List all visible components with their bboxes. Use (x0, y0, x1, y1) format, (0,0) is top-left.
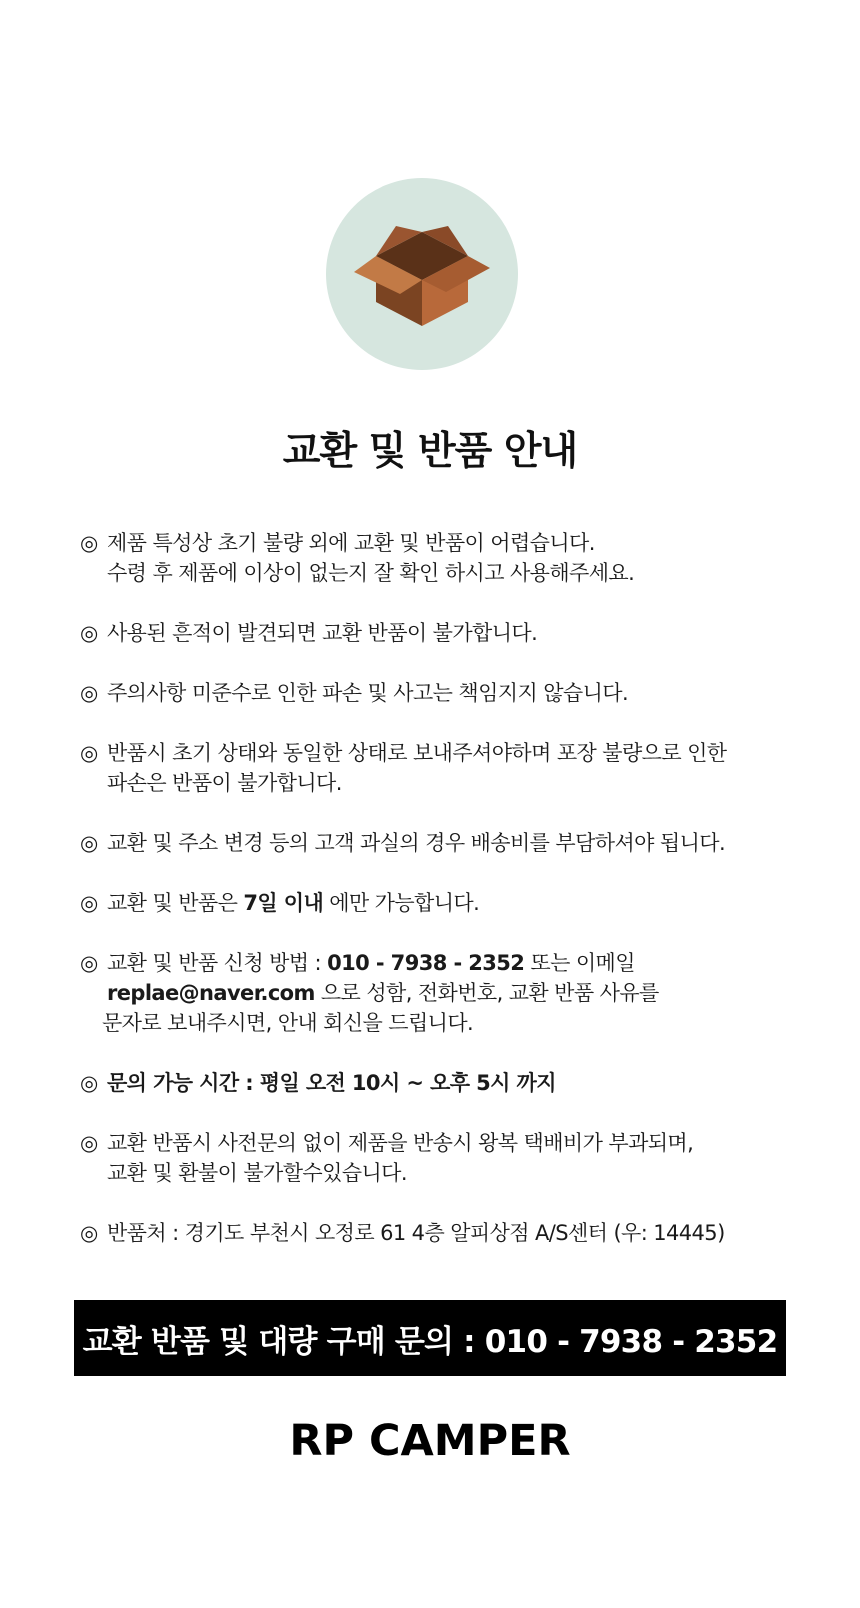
notice-text: 반품시 초기 상태와 동일한 상태로 보내주셔야하며 포장 불량으로 인한 (107, 741, 727, 765)
notice-item-return-without-inquiry (80, 1128, 800, 1188)
bullet-mark: ◎ (80, 951, 98, 975)
notice-text (107, 978, 800, 1008)
notice-item-hours (80, 1068, 800, 1098)
inquiry-hours: 문의 가능 시간 : 평일 오전 10시 ~ 오후 5시 까지 (107, 1071, 556, 1095)
bullet-mark: ◎ (80, 1071, 98, 1095)
bullet-mark: ◎ (80, 681, 98, 705)
method-pre: 교환 및 반품 신청 방법 : (107, 951, 328, 975)
brand-logo: RP CAMPER (289, 1416, 571, 1466)
notice-text: 사용된 흔적이 발견되면 교환 반품이 불가합니다. (107, 621, 538, 645)
notice-item-used-trace (80, 618, 800, 648)
notice-item-caution (80, 678, 800, 708)
contact-email: replae@naver.com (107, 981, 315, 1005)
notice-text (107, 948, 800, 978)
notice-item-request-method (80, 948, 800, 1038)
period-post: 에만 가능합니다. (323, 891, 480, 915)
notice-text: 교환 및 환불이 불가할수있습니다. (107, 1161, 407, 1185)
page-title: 교환 및 반품 안내 (282, 429, 578, 474)
open-box-icon (354, 218, 490, 330)
notice-list (80, 528, 800, 1278)
method-post: 또는 이메일 (524, 951, 635, 975)
notice-item-period (80, 888, 800, 918)
notice-text: 파손은 반품이 불가합니다. (107, 771, 342, 795)
period-pre: 교환 및 반품은 (107, 891, 244, 915)
period-days: 7일 이내 (243, 891, 324, 915)
notice-text: 제품 특성상 초기 불량 외에 교환 및 반품이 어렵습니다. (107, 531, 595, 555)
notice-item-shipping-fee (80, 828, 800, 858)
notice-text: 교환 반품시 사전문의 없이 제품을 반송시 왕복 택배비가 부과되며, (107, 1131, 694, 1155)
bullet-mark: ◎ (80, 891, 98, 915)
bullet-mark: ◎ (80, 741, 98, 765)
notice-text: 교환 및 주소 변경 등의 고객 과실의 경우 배송비를 부담하셔야 됩니다. (107, 831, 726, 855)
notice-item-initial-defect (80, 528, 800, 588)
notice-text: 수령 후 제품에 이상이 없는지 잘 확인 하시고 사용해주세요. (107, 561, 635, 585)
bullet-mark: ◎ (80, 1131, 98, 1155)
contact-bar: 교환 반품 및 대량 구매 문의 : 010 - 7938 - 2352 (74, 1300, 786, 1376)
bullet-mark: ◎ (80, 531, 98, 555)
method-line2: 으로 성함, 전화번호, 교환 반품 사유를 (314, 981, 659, 1005)
contact-phone: 010 - 7938 - 2352 (327, 951, 525, 975)
notice-item-packaging (80, 738, 800, 798)
notice-text: 주의사항 미준수로 인한 파손 및 사고는 책임지지 않습니다. (107, 681, 629, 705)
return-address: 반품처 : 경기도 부천시 오정로 61 4층 알피상점 A/S센터 (우: 14445) (107, 1221, 725, 1245)
bullet-mark: ◎ (80, 1221, 98, 1245)
notice-item-return-address (80, 1218, 800, 1248)
bullet-mark: ◎ (80, 831, 98, 855)
notice-text (107, 888, 800, 918)
notice-text: 문자로 보내주시면, 안내 회신을 드립니다. (102, 1011, 474, 1035)
bullet-mark: ◎ (80, 621, 98, 645)
box-icon-circle (326, 178, 518, 370)
